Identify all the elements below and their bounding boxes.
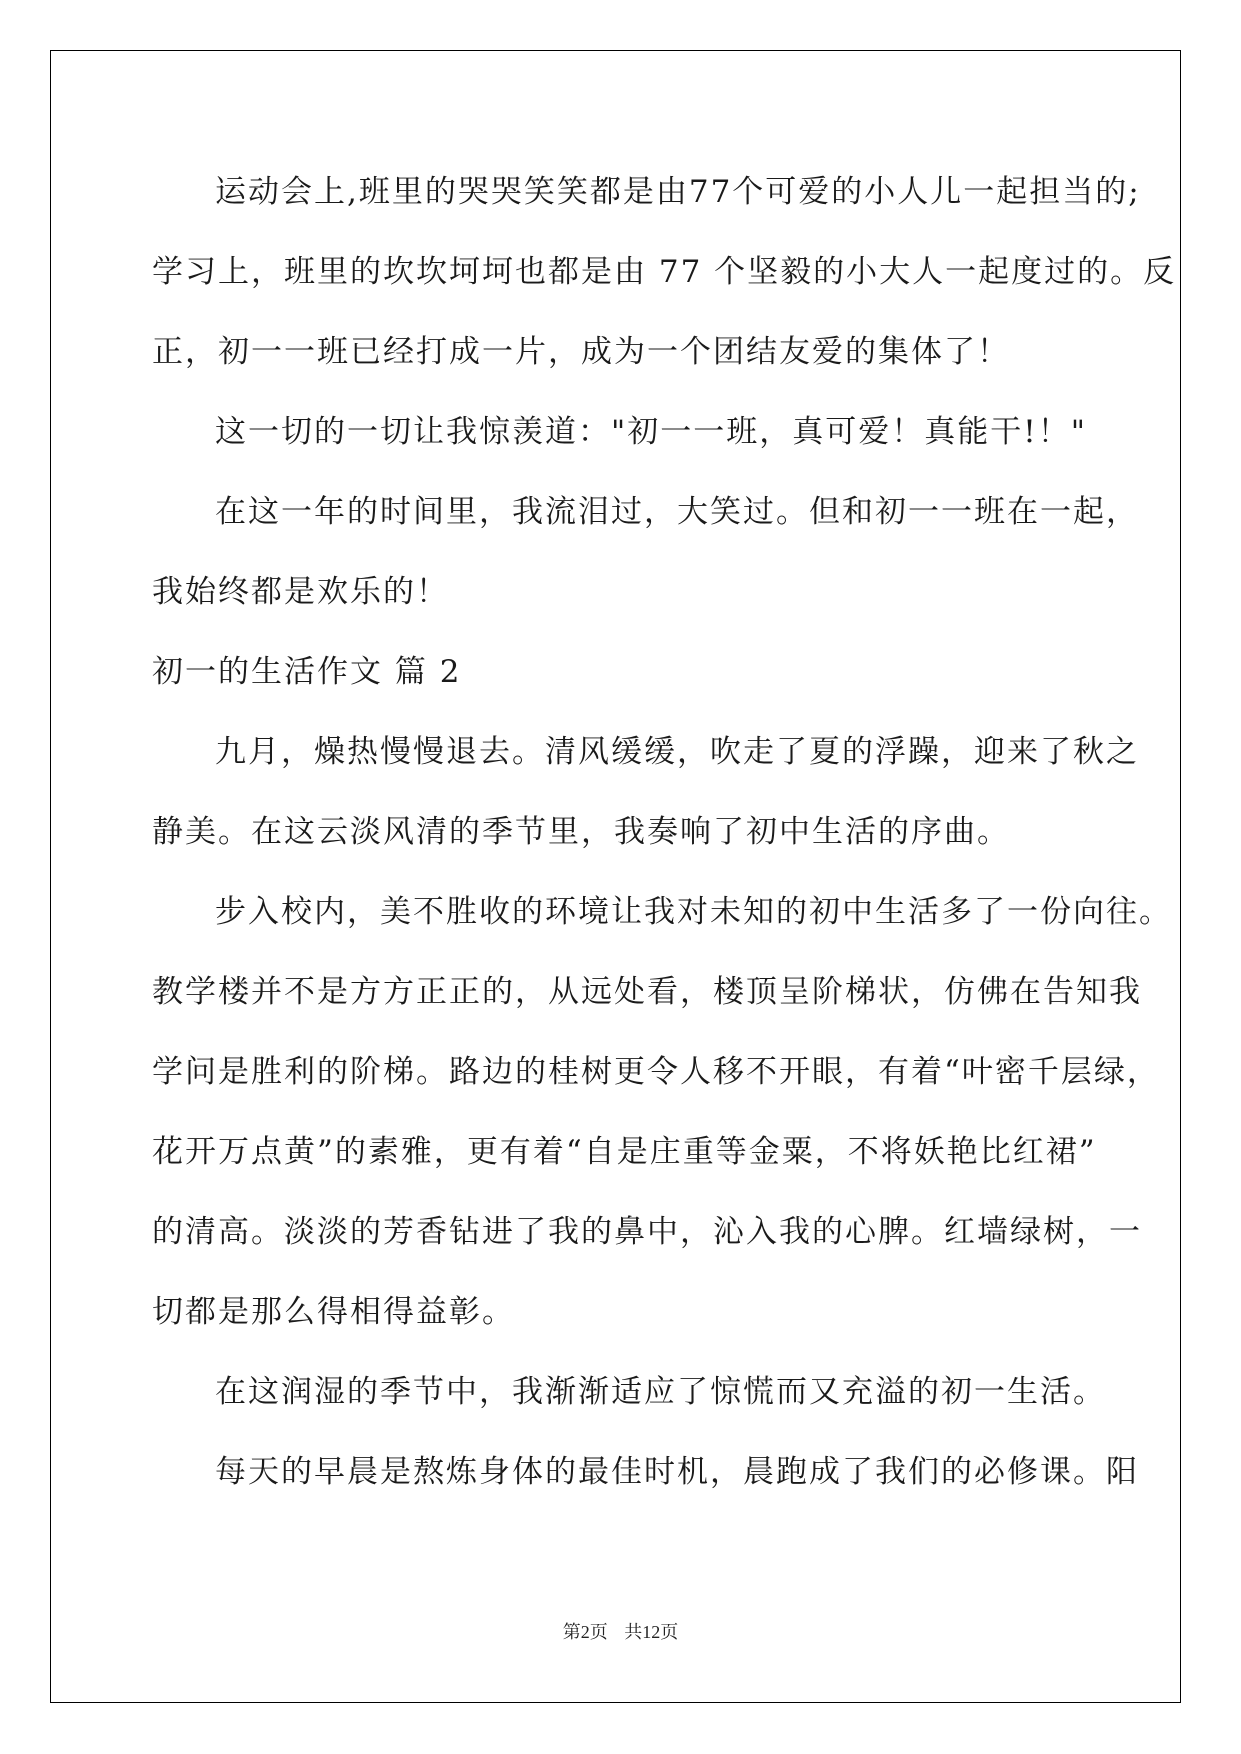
text-line-3: 正，初一一班已经打成一片，成为一个团结友爱的集体了！ <box>152 334 1010 370</box>
text-line-4: 这一切的一切让我惊羡道："初一一班，真可爱！真能干!！" <box>215 414 1087 450</box>
section-heading: 初一的生活作文 篇 2 <box>152 654 462 690</box>
text-line-12: 学问是胜利的阶梯。路边的桂树更令人移不开眼，有着“叶密千层绿， <box>152 1054 1160 1090</box>
text-line-11: 教学楼并不是方方正正的，从远处看，楼顶呈阶梯状，仿佛在告知我 <box>152 974 1142 1010</box>
text-line-2: 学习上，班里的坎坎坷坷也都是由 77 个坚毅的小大人一起度过的。反 <box>152 254 1177 290</box>
page-number: 第2页 <box>562 1622 608 1642</box>
text-line-9: 静美。在这云淡风清的季节里，我奏响了初中生活的序曲。 <box>152 814 1010 850</box>
text-line-5: 在这一年的时间里，我流泪过，大笑过。但和初一一班在一起， <box>215 494 1139 530</box>
text-line-15: 切都是那么得相得益彰。 <box>152 1294 515 1330</box>
text-line-16: 在这润湿的季节中，我渐渐适应了惊慌而又充溢的初一生活。 <box>215 1374 1106 1410</box>
text-line-1: 运动会上,班里的哭哭笑笑都是由77个可爱的小人儿一起担当的; <box>215 174 1141 210</box>
text-line-13: 花开万点黄”的素雅，更有着“自是庄重等金粟，不将妖艳比红裙” <box>152 1134 1097 1170</box>
page-footer <box>0 1618 1241 1644</box>
page-total: 共12页 <box>624 1622 679 1642</box>
text-line-6: 我始终都是欢乐的！ <box>152 574 449 610</box>
text-line-8: 九月，燥热慢慢退去。清风缓缓，吹走了夏的浮躁，迎来了秋之 <box>215 734 1139 770</box>
text-line-10: 步入校内，美不胜收的环境让我对未知的初中生活多了一份向往。 <box>215 894 1172 930</box>
text-line-17: 每天的早晨是熬炼身体的最佳时机，晨跑成了我们的必修课。阳 <box>215 1454 1139 1490</box>
text-line-14: 的清高。淡淡的芳香钻进了我的鼻中，沁入我的心脾。红墙绿树，一 <box>152 1214 1142 1250</box>
